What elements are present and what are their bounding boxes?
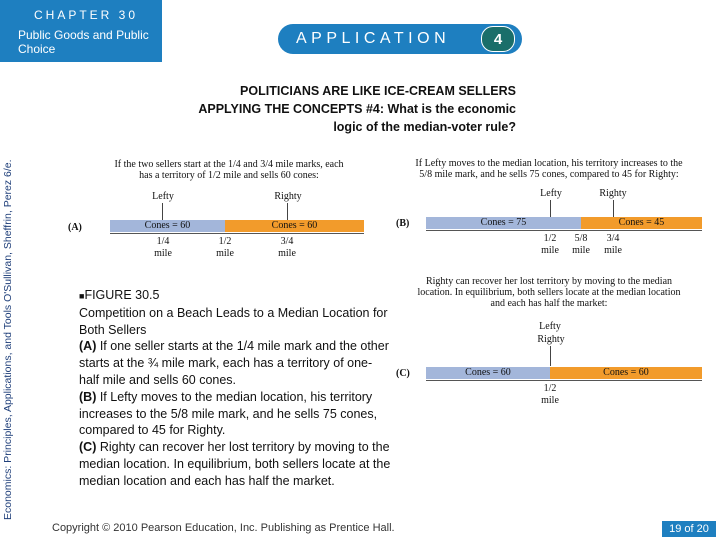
panel-c-tick: [535, 383, 565, 407]
caption-b: [79, 389, 391, 439]
panel-c-lefty-label: Lefty: [539, 321, 561, 332]
panel-a: [66, 156, 366, 266]
panel-c-id: (C): [396, 368, 410, 379]
panel-c-axis: [426, 380, 702, 381]
panel-a-id: (A): [68, 222, 82, 233]
tick-unit: mile: [216, 248, 234, 259]
title-line-2: APPLYING THE CONCEPTS #4: What is the economic: [198, 102, 516, 116]
slide-title: [96, 82, 516, 136]
panel-b-righty-marker: [613, 200, 614, 217]
tick-unit: mile: [154, 248, 172, 259]
panel-a-lefty-label: Lefty: [152, 191, 174, 202]
panel-b-bar-right: Cones = 45: [581, 217, 702, 229]
tick-unit: mile: [604, 245, 622, 256]
panel-b: [394, 156, 704, 266]
panel-b-bar-left: Cones = 75: [426, 217, 581, 229]
panel-c-caption-line-1: Righty can recover her lost territory by moving to the median: [425, 276, 673, 287]
caption-c-label: (C): [79, 440, 97, 455]
figure-heading: [79, 287, 391, 305]
panel-c-sellers-marker: [550, 346, 551, 366]
panel-a-caption-line-2: has a territory of 1/2 mile and sells 60 cones:: [139, 170, 319, 181]
panel-b-tick-1: [535, 233, 565, 257]
tick-unit: mile: [541, 395, 559, 406]
panel-b-tick-2: [566, 233, 596, 257]
figure-marker: ■: [79, 291, 85, 301]
tick-value: 1/2: [543, 383, 557, 394]
panel-c-bar-right: Cones = 60: [550, 367, 702, 379]
application-number-badge: 4: [481, 26, 515, 52]
caption-c-text: Righty can recover her lost territory by moving to the median location. In equilibrium, both sellers locate at the median location and each has half the market.: [79, 440, 391, 488]
panel-b-lefty-marker: [550, 200, 551, 217]
tick-value: 3/4: [280, 236, 294, 247]
tick-value: 1/4: [156, 236, 170, 247]
panel-b-caption-line-2: 5/8 mile mark, and he sells 75 cones, compared to 45 for Righty:: [419, 169, 679, 180]
panel-a-tick-2: [210, 236, 240, 260]
panel-b-tick-3: [598, 233, 628, 257]
chapter-header: [0, 0, 162, 62]
tick-value: 3/4: [606, 233, 620, 244]
title-line-3: logic of the median-voter rule?: [333, 120, 516, 134]
panel-a-bar-left: Cones = 60: [110, 220, 225, 232]
caption-a-text: If one seller starts at the 1/4 mile mark and the other starts at the ¾ mile mark, each has a territory of one-half mile and sells 60 cones.: [79, 339, 389, 387]
tick-value: 1/2: [543, 233, 557, 244]
tick-value: 5/8: [574, 233, 588, 244]
panel-c-caption: [394, 276, 704, 309]
panel-b-lefty-label: Lefty: [540, 188, 562, 199]
caption-a-label: (A): [79, 339, 97, 354]
panel-b-caption: [394, 158, 704, 180]
panel-a-axis: [110, 233, 364, 234]
figure-title: Competition on a Beach Leads to a Median Location for Both Sellers: [79, 305, 388, 337]
panel-a-righty-label: Righty: [274, 191, 302, 202]
panel-b-righty-label: Righty: [599, 188, 627, 199]
figure-number: FIGURE 30.5: [84, 288, 160, 302]
panel-c: [394, 276, 704, 412]
caption-a: [79, 338, 391, 388]
book-citation: Economics: Principles, Applications, and Tools O'Sullivan, Sheffrin, Perez 6/e.: [2, 159, 14, 520]
tick-unit: mile: [541, 245, 559, 256]
panel-a-bar-right: Cones = 60: [225, 220, 364, 232]
chapter-number: CHAPTER 30: [34, 8, 139, 22]
panel-b-caption-line-1: If Lefty moves to the median location, his territory increases to the: [415, 158, 683, 169]
panel-b-axis: [426, 230, 702, 231]
chapter-subtitle: Public Goods and Public Choice: [18, 28, 149, 56]
panel-a-caption-line-1: If the two sellers start at the 1/4 and 3/4 mile marks, each: [114, 159, 344, 170]
panel-c-righty-label: Righty: [537, 334, 565, 345]
panel-c-caption-line-2: location. In equilibrium, both sellers locate at the median location: [417, 287, 681, 298]
panel-c-bar-left: Cones = 60: [426, 367, 550, 379]
application-banner: [278, 24, 522, 54]
tick-unit: mile: [278, 248, 296, 259]
application-label: APPLICATION: [296, 30, 451, 47]
panel-a-tick-1: [148, 236, 178, 260]
panel-a-caption: [94, 159, 364, 181]
figure-caption: [79, 287, 391, 490]
tick-value: 1/2: [218, 236, 232, 247]
panel-b-id: (B): [396, 218, 410, 229]
page-indicator: 19 of 20: [662, 521, 716, 537]
panel-c-caption-line-3: and each has half the market:: [490, 298, 608, 309]
panel-a-tick-3: [272, 236, 302, 260]
panel-a-righty-marker: [287, 203, 288, 220]
caption-c: [79, 439, 391, 489]
tick-unit: mile: [572, 245, 590, 256]
caption-b-text: If Lefty moves to the median location, his territory increases to the 5/8 mile mark, and he sells 75 cones, compared to 45 for Righty.: [79, 389, 378, 438]
copyright-notice: Copyright © 2010 Pearson Education, Inc. Publishing as Prentice Hall.: [52, 522, 395, 534]
caption-b-label: (B): [79, 389, 97, 404]
title-line-1: POLITICIANS ARE LIKE ICE-CREAM SELLERS: [240, 84, 516, 98]
panel-a-lefty-marker: [162, 203, 163, 220]
